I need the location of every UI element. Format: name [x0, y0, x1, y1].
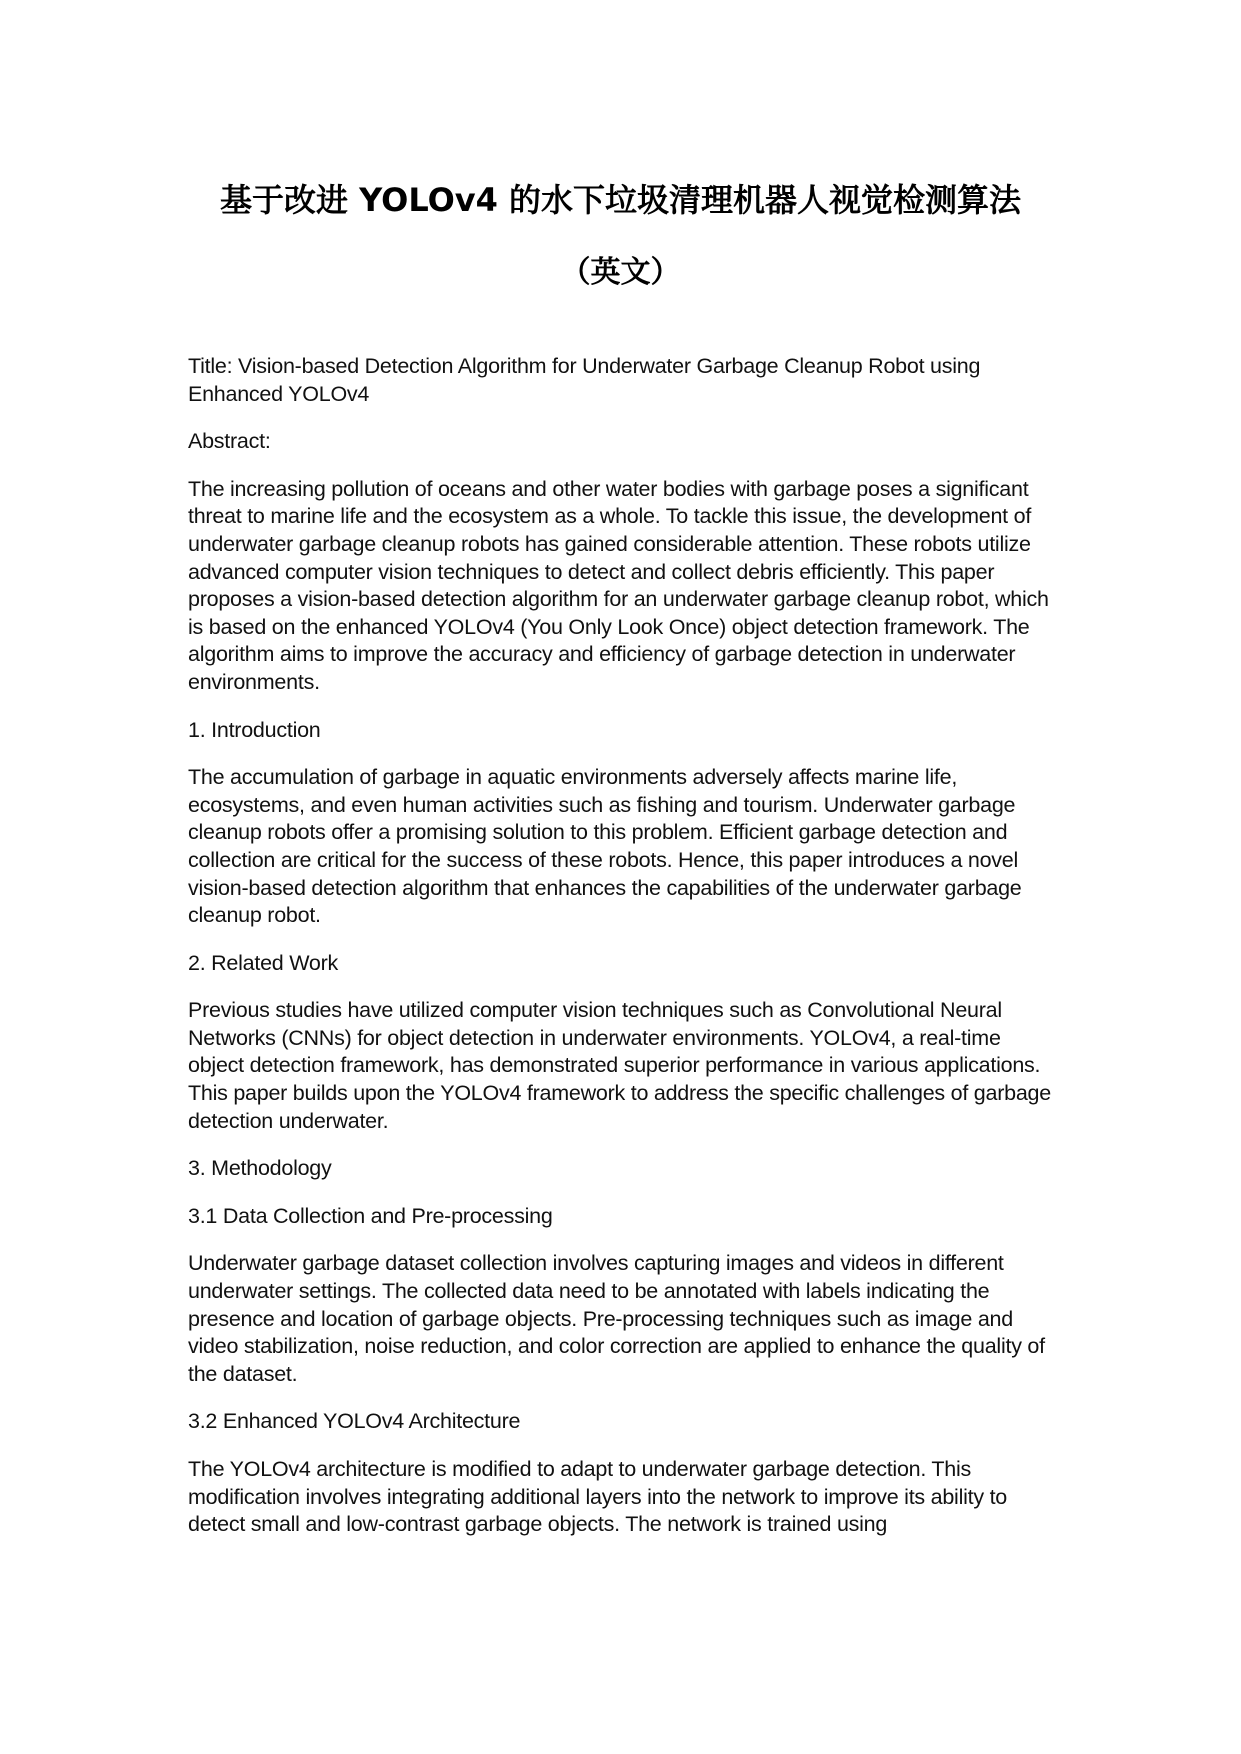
- subsection-heading-enhanced-yolov4: 3.2 Enhanced YOLOv4 Architecture: [188, 1409, 521, 1434]
- document-subtitle: （英文）: [560, 255, 681, 290]
- abstract-heading: Abstract:: [188, 429, 271, 454]
- subsection-text-data-collection: Underwater garbage dataset collection involves capturing images and videos in different underwater settings. The collected data need to be annotated with labels indicating the presence and location of garbage objects. Pre-processing techniques such as image and video stabilization, noise reduction, and color correction are applied to enhance the quality of the dataset.: [188, 1251, 1045, 1386]
- section-heading-methodology: 3. Methodology: [188, 1156, 332, 1181]
- section-heading-introduction: 1. Introduction: [188, 717, 321, 742]
- title-line: Title: Vision-based Detection Algorithm for Underwater Garbage Cleanup Robot using Enhanced YOLOv4: [188, 354, 981, 406]
- document-body: [188, 353, 1058, 1559]
- subsection-text-enhanced-yolov4: The YOLOv4 architecture is modified to adapt to underwater garbage detection. This modification involves integrating additional layers into the network to improve its ability to detect small and low-contrast garbage objects. The network is trained using: [188, 1457, 1008, 1537]
- abstract-text: The increasing pollution of oceans and other water bodies with garbage poses a significant threat to marine life and the ecosystem as a whole. To tackle this issue, the development of underwater garbage cleanup robots has gained considerable attention. These robots utilize advanced computer vision techniques to detect and collect debris efficiently. This paper proposes a vision-based detection algorithm for an underwater garbage cleanup robot, which is based on the enhanced YOLOv4 (You Only Look Once) object detection framework. The algorithm aims to improve the accuracy and efficiency of garbage detection in underwater environments.: [188, 476, 1049, 694]
- section-text-introduction: The accumulation of garbage in aquatic environments adversely affects marine life, ecosystems, and even human activities such as fishing and tourism. Underwater garbage cleanup robots offer a promising solution to this problem. Efficient garbage detection and collection are critical for the success of these robots. Hence, this paper introduces a novel vision-based detection algorithm that enhances the capabilities of the underwater garbage cleanup robot.: [188, 765, 1022, 928]
- section-heading-related-work: 2. Related Work: [188, 950, 339, 975]
- document-title: 基于改进 YOLOv4 的水下垃圾清理机器人视觉检测算法: [219, 181, 1022, 219]
- section-text-related-work: Previous studies have utilized computer vision techniques such as Convolutional Neural Networks (CNNs) for object detection in underwater environments. YOLOv4, a real-time object detection framework, has demonstrated superior performance in various applications. This paper builds upon the YOLOv4 framework to address the specific challenges of garbage detection underwater.: [188, 998, 1051, 1133]
- subsection-heading-data-collection: 3.1 Data Collection and Pre-processing: [188, 1203, 553, 1228]
